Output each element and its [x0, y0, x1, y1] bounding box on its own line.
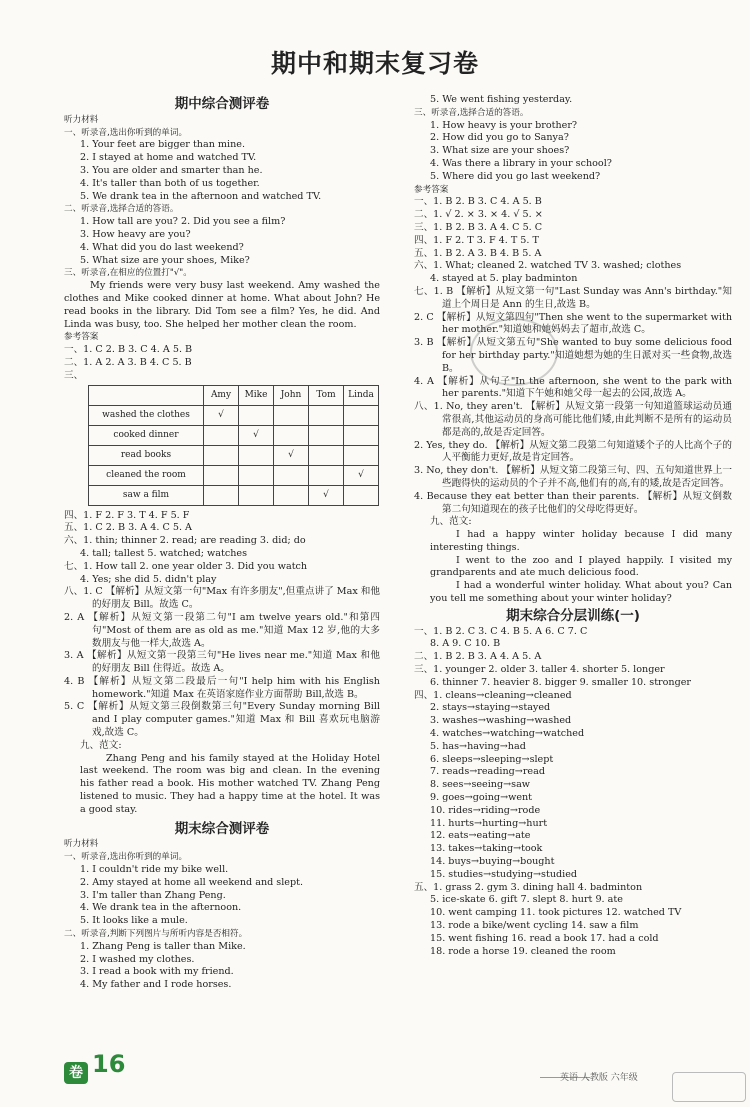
text-line: 1. How tall are you? 2. Did you see a film?: [80, 216, 286, 228]
table-cell: √: [309, 485, 344, 505]
page-number: 16: [92, 1050, 126, 1078]
section-title-layered: 期末综合分层训练(一): [506, 607, 640, 624]
answer-item: 八、1. No, they aren't. 【解析】从短文第一段第一句知道篮球运动员通常很高,其他运动员的身高可能比他们矮,由此判断不是所有的运动员都是高的,故是否定回答。: [414, 401, 732, 438]
table-header-cell: Mike: [239, 385, 274, 405]
text-line: 3. washes→washing→washed: [430, 715, 572, 727]
text-line: 3. How heavy are you?: [80, 228, 191, 240]
table-cell: [239, 405, 274, 425]
page-badge: [64, 1050, 134, 1086]
text-line: 3. What size are your shoes?: [430, 145, 570, 157]
table-row-label: cleaned the room: [89, 465, 204, 485]
text-line: 9. goes→going→went: [430, 792, 533, 804]
check-table: [88, 385, 379, 506]
text-line: 5. What size are your shoes, Mike?: [80, 254, 250, 266]
text-line: 4. watches→watching→watched: [430, 728, 585, 740]
text-line: 4. What did you do last weekend?: [80, 241, 244, 253]
text-line: 15. studies→studying→studied: [430, 868, 578, 880]
table-row: [89, 405, 379, 425]
text-line: 三、: [64, 369, 84, 381]
text-line: 一、听录音,选出你听到的单词。: [64, 852, 188, 863]
answer-item: 七、1. B 【解析】从短文第一句"Last Sunday was Ann's birthday."知道上个周日是 Ann 的生日,故选 B。: [414, 285, 732, 310]
table-row: [89, 425, 379, 445]
table-row: [89, 445, 379, 465]
model-essay: Zhang Peng and his family stayed at the Holiday Hotel last weekend. The room was big and clean. In the evening his father read a book. His mother watched TV. Zhang Peng listened to music. They had a happy time at the hotel. It was a good stay.: [80, 752, 380, 815]
table-cell: [344, 445, 379, 465]
table-cell: [344, 405, 379, 425]
final-reading-answers-b: [414, 401, 732, 516]
answer-item: 2. C 【解析】从短文第四句"Then she went to the supermarket with her mother."知道她和她妈妈去了超市,故选 C。: [414, 311, 732, 336]
text-line: 5. It looks like a mule.: [80, 915, 188, 927]
text-line: 4. It's taller than both of us together.: [80, 177, 260, 189]
text-line: 1. Zhang Peng is taller than Mike.: [80, 940, 246, 952]
text-line: 七、1. How tall 2. one year older 3. Did you watch: [64, 560, 308, 572]
table-cell: [309, 445, 344, 465]
midterm-answer-key-continued: [64, 510, 380, 587]
text-line: 二、1. A 2. A 3. B 4. C 5. B: [64, 356, 192, 368]
table-row-label: washed the clothes: [89, 405, 204, 425]
footer-text: 英语 人教版 六年级: [560, 1073, 638, 1083]
text-line: 13. takes→taking→took: [430, 843, 543, 855]
text-line: 六、1. What; cleaned 2. watched TV 3. washed; clothes: [414, 260, 682, 272]
text-line: 6. thinner 7. heavier 8. bigger 9. smaller 10. stronger: [430, 676, 691, 688]
text-line: 14. buys→buying→bought: [430, 856, 555, 868]
text-line: 5. We went fishing yesterday.: [430, 94, 573, 105]
text-line: 2. Amy stayed at home all weekend and slept.: [80, 876, 304, 888]
table-cell: [274, 405, 309, 425]
text-line: 4. We drank tea in the afternoon.: [80, 902, 242, 914]
table-row-label: saw a film: [89, 485, 204, 505]
text-line: 12. eats→eating→ate: [430, 830, 531, 842]
text-line: 参考答案: [64, 332, 99, 343]
table-cell: [309, 405, 344, 425]
stamp-watermark: [470, 318, 558, 386]
answer-item: 3. No, they don't. 【解析】从短文第二段第三句、四、五句知道世界上一些跑得快的运动员的个子并不高,他们有的高,有的矮,故是否定回答。: [414, 465, 732, 489]
section-title-final: 期末综合测评卷: [174, 820, 270, 837]
text-line: 4. stayed at 5. play badminton: [430, 273, 578, 285]
listening-passage: My friends were very busy last weekend. Amy washed the clothes and Mike cooked dinner at home. What about John? He read books in the library. Did Tom see a film? Yes, he did. And Linda was busy, too. She helped her mother clean the room.: [64, 280, 380, 330]
text-line: 2. How did you go to Sanya?: [430, 132, 569, 144]
text-line: 8. sees→seeing→saw: [430, 779, 531, 791]
table-cell: [204, 445, 239, 465]
left-column: [64, 96, 380, 992]
table-cell: [344, 485, 379, 505]
text-line: 2. I stayed at home and watched TV.: [80, 152, 257, 164]
answer-item: 2. Yes, they do. 【解析】从短文第二段第二句知道矮个子的人比高个子的人平衡能力更好,故是肯定回答。: [414, 439, 732, 464]
text-line: 4. Was there a library in your school?: [430, 157, 612, 169]
text-line: 一、1. C 2. B 3. C 4. A 5. B: [64, 344, 193, 356]
text-line: 10. went camping 11. took pictures 12. watched TV: [430, 907, 682, 919]
text-line: 听力材料: [64, 114, 99, 125]
table-header-cell: Linda: [344, 385, 379, 405]
answer-item: 5. C 【解析】从短文第三段倒数第三句"Every Sunday morning Bill and I play computer games."知道 Max 和 Bill 喜欢玩电脑游戏,故选 C。: [64, 701, 380, 739]
text-line: 4. Yes; she did 5. didn't play: [80, 573, 217, 585]
text-line: 3. You are older and smarter than he.: [80, 164, 263, 176]
table-cell: [239, 485, 274, 505]
text-line: 4. tall; tallest 5. watched; watches: [80, 547, 247, 559]
text-line: 听力材料: [64, 839, 99, 850]
text-line: 二、听录音,判断下列图片与所听内容是否相符。: [64, 929, 248, 940]
text-line: 5. has→having→had: [430, 740, 526, 752]
text-line: 4. My father and I rode horses.: [80, 979, 232, 991]
text-line: 四、1. F 2. T 3. F 4. T 5. T: [414, 234, 539, 246]
table-cell: [274, 485, 309, 505]
text-line: 一、1. B 2. B 3. C 4. A 5. B: [414, 196, 542, 208]
text-line: 三、1. younger 2. older 3. taller 4. shorter 5. longer: [414, 664, 665, 676]
essay-label-2: 九、范文:: [430, 516, 472, 528]
text-line: 三、听录音,在相应的位置打"√"。: [64, 268, 192, 279]
answer-item: 3. A 【解析】从短文第一段第三句"He lives near me."知道 Max 和他的好朋友 Bill 住得近。故选 A。: [64, 650, 380, 675]
table-cell: [344, 425, 379, 445]
text-line: 三、1. B 2. B 3. A 4. C 5. C: [414, 221, 543, 233]
text-line: 2. stays→staying→stayed: [430, 702, 551, 714]
table-header-cell: [89, 385, 204, 405]
table-cell: √: [239, 425, 274, 445]
text-line: 二、1. √ 2. × 3. × 4. √ 5. ×: [414, 209, 543, 221]
text-line: 13. rode a bike/went cycling 14. saw a film: [430, 920, 639, 931]
table-cell: [204, 465, 239, 485]
table-row: [89, 465, 379, 485]
final-listening-continued: [414, 94, 732, 286]
table-cell: [274, 465, 309, 485]
text-line: 1. Your feet are bigger than mine.: [80, 139, 245, 151]
text-line: 二、1. B 2. B 3. A 4. A 5. A: [414, 651, 542, 663]
text-line: 参考答案: [414, 184, 449, 195]
answer-item: 3. B 【解析】从短文第五句"She wanted to buy some delicious food for her birthday party."知道她想为她的生日派对买一些食物,故选 B。: [414, 337, 732, 374]
text-line: 二、听录音,选择合适的答语。: [64, 204, 179, 215]
text-line: 5. ice-skate 6. gift 7. slept 8. hurt 9. ate: [430, 894, 623, 906]
text-line: 6. sleeps→sleeping→slept: [430, 753, 554, 765]
text-line: 1. I couldn't ride my bike well.: [80, 864, 229, 876]
table-cell: [309, 465, 344, 485]
midterm-reading-answers: [64, 586, 380, 740]
table-cell: [239, 445, 274, 465]
site-watermark-icon: [672, 1072, 746, 1102]
final-reading-answers-a: [414, 286, 732, 401]
table-cell: [204, 425, 239, 445]
model-essay-p1: I had a happy winter holiday because I did many interesting things.: [430, 529, 732, 553]
text-line: 3. I read a book with my friend.: [80, 966, 234, 978]
text-line: 四、1. F 2. F 3. T 4. F 5. F: [64, 509, 190, 521]
text-line: 10. rides→riding→rode: [430, 804, 541, 816]
text-line: 一、1. B 2. C 3. C 4. B 5. A 6. C 7. C: [414, 625, 588, 637]
final-listening-material: [64, 838, 380, 992]
text-line: 四、1. cleans→cleaning→cleaned: [414, 689, 572, 701]
section-title-midterm: 期中综合测评卷: [174, 96, 270, 112]
text-line: 3. I'm taller than Zhang Peng.: [80, 889, 226, 901]
check-table-header: [89, 385, 379, 405]
text-line: 1. How heavy is your brother?: [430, 119, 578, 131]
answer-item: 2. A 【解析】从短文第一段第二句"I am twelve years old."和第四句"Most of them are as old as me."知道 Max 12 岁,他的大多数朋友与他一样大,故选 A。: [64, 611, 380, 649]
table-row-label: cooked dinner: [89, 425, 204, 445]
layered-training-answers: [414, 626, 732, 959]
model-essay-p3: I had a wonderful winter holiday. What about you? Can you tell me something about your winter holiday?: [430, 580, 732, 605]
table-row-label: read books: [89, 445, 204, 465]
text-line: 五、1. C 2. B 3. A 4. C 5. A: [64, 522, 192, 534]
text-line: 一、听录音,选出你听到的单词。: [64, 127, 188, 138]
text-line: 2. I washed my clothes.: [80, 953, 195, 965]
right-column: [414, 94, 732, 958]
table-header-cell: Amy: [204, 385, 239, 405]
answer-item: 4. A 【解析】从句子"In the afternoon, she went to the park with her parents."知道下午她和她父母一起去的公园,故选 A。: [414, 375, 732, 400]
text-line: 7. reads→reading→read: [430, 766, 545, 778]
text-line: 五、1. B 2. A 3. B 4. B 5. A: [414, 247, 542, 259]
table-cell: √: [344, 465, 379, 485]
page-title: 期中和期末复习卷: [270, 49, 479, 78]
table-row: [89, 485, 379, 505]
answer-item: 八、1. C 【解析】从短文第一句"Max 有许多朋友",但重点讲了 Max 和他的好朋友 Bill。故选 C。: [64, 586, 380, 611]
text-line: 五、1. grass 2. gym 3. dining hall 4. badminton: [414, 881, 643, 893]
midterm-listening-material: [64, 114, 380, 280]
text-line: 11. hurts→hurting→hurt: [430, 817, 548, 829]
essay-label: 九、范文:: [80, 739, 122, 751]
answer-item: 4. B 【解析】从短文第二段最后一句"I help him with his English homework."知道 Max 在英语家庭作业方面帮助 Bill,故选 B。: [64, 675, 380, 700]
text-line: 5. We drank tea in the afternoon and watched TV.: [80, 190, 322, 202]
table-cell: √: [274, 445, 309, 465]
text-line: 三、听录音,选择合适的答语。: [414, 107, 529, 118]
text-line: 18. rode a horse 19. cleaned the room: [430, 945, 616, 957]
text-line: 15. went fishing 16. read a book 17. had a cold: [430, 932, 659, 944]
text-line: 8. A 9. C 10. B: [430, 638, 501, 650]
table-header-cell: John: [274, 385, 309, 405]
model-essay-p2: I went to the zoo and I played happily. I visited my grandparents and ate much delicious food.: [430, 554, 732, 579]
juan-logo-icon: 卷: [64, 1062, 88, 1084]
table-cell: √: [204, 405, 239, 425]
table-cell: [239, 465, 274, 485]
table-cell: [204, 485, 239, 505]
text-line: 六、1. thin; thinner 2. read; are reading 3. did; do: [64, 535, 306, 547]
text-line: 5. Where did you go last weekend?: [430, 170, 601, 182]
table-cell: [309, 425, 344, 445]
answer-item: 4. Because they eat better than their parents. 【解析】从短文倒数第二句知道现在的孩子比他们的父母吃得更好。: [414, 490, 732, 515]
table-header-cell: Tom: [309, 385, 344, 405]
midterm-answer-key: [64, 331, 380, 382]
table-cell: [274, 425, 309, 445]
